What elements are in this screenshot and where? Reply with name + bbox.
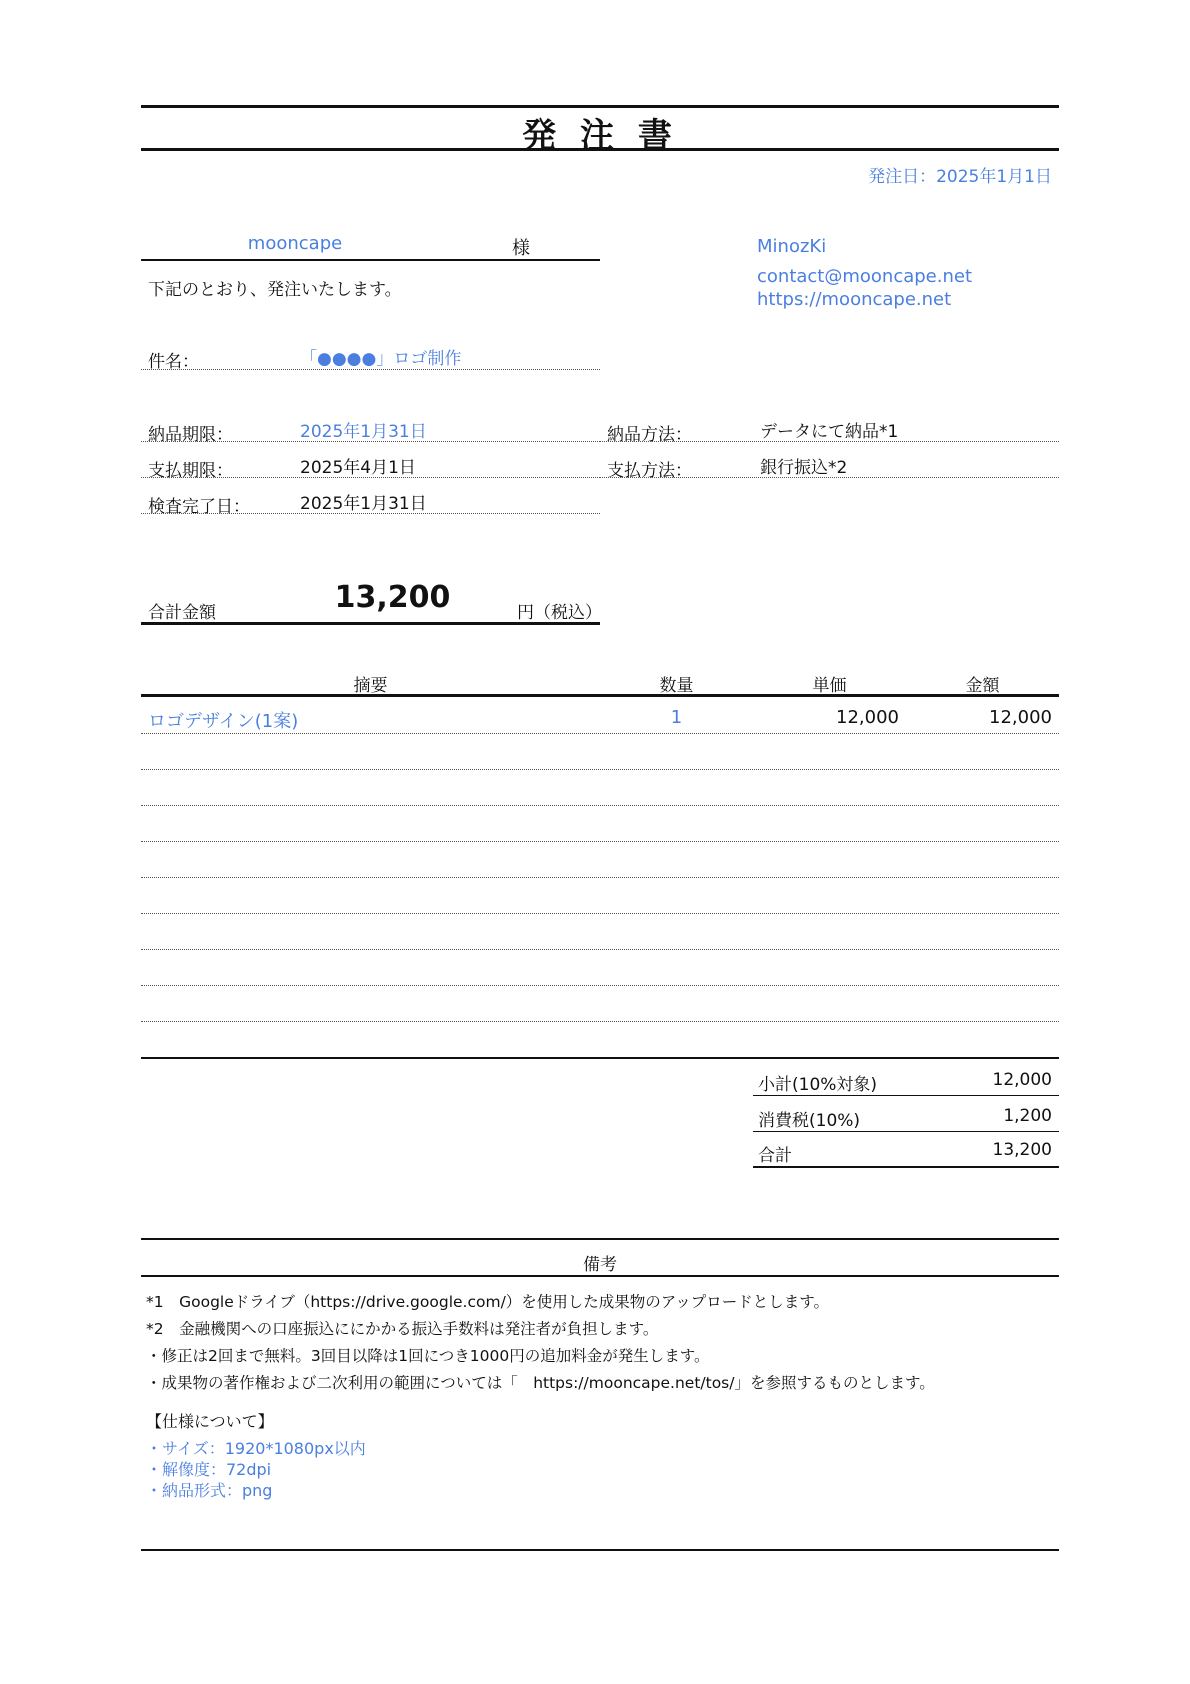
inspection-rule	[141, 513, 600, 514]
recipient-rule	[141, 259, 600, 261]
total-amount-unit: 円（税込）	[517, 603, 602, 623]
recipient-honorific: 様	[512, 238, 530, 259]
delivery-deadline-label: 納品期限：	[148, 425, 233, 445]
summary-total-value: 13,200	[992, 1140, 1052, 1160]
delivery-method-rule	[600, 441, 1059, 442]
total-amount-rule	[141, 622, 600, 625]
tax-value: 1,200	[1003, 1106, 1052, 1126]
payment-method: 銀行振込*2	[760, 458, 848, 478]
delivery-method: データにて納品*1	[760, 422, 899, 442]
table-row-rule	[141, 805, 1059, 806]
remarks-line: ・成果物の著作権および二次利用の範囲については「 https://mooncape.net/tos/」を参照するものとします。	[146, 1374, 935, 1392]
remarks-bottom-rule	[141, 1549, 1059, 1551]
col-header-qty: 数量	[659, 676, 694, 696]
item-unit-price: 12,000	[836, 707, 899, 728]
remarks-top-rule	[141, 1238, 1059, 1240]
subject-label: 件名：	[148, 352, 199, 372]
remarks-line: ・修正は2回まで無料。3回目以降は1回につき1000円の追加料金が発生します。	[146, 1347, 710, 1365]
order-date: 発注日：2025年1月1日	[868, 167, 1052, 187]
item-amount: 12,000	[989, 707, 1052, 728]
subtotal-label: 小計(10%対象)	[758, 1075, 878, 1095]
sender-name: MinozKi	[757, 236, 827, 257]
table-bottom-rule	[141, 1057, 1059, 1059]
sender-email[interactable]: contact@mooncape.net	[757, 266, 973, 287]
subject-rule	[141, 369, 600, 370]
item-qty: 1	[670, 707, 683, 728]
col-header-desc: 摘要	[353, 676, 388, 696]
total-amount: 13,200	[334, 580, 451, 615]
spec-line: ・サイズ：1920*1080px以内	[146, 1439, 366, 1458]
table-header-rule	[141, 694, 1059, 697]
col-header-amount: 金額	[965, 676, 1000, 696]
title-bottom-rule	[141, 148, 1059, 151]
remarks-title-rule	[141, 1275, 1059, 1277]
remarks-title: 備考	[583, 1255, 617, 1275]
summary-total-label: 合計	[758, 1146, 792, 1166]
item-desc: ロゴデザイン(1案)	[148, 711, 299, 732]
delivery-method-label: 納品方法：	[607, 425, 692, 445]
page-title: 発 注 書	[522, 116, 678, 156]
spec-line: ・納品形式：png	[146, 1481, 273, 1500]
tax-rule	[753, 1131, 1059, 1132]
table-row-rule	[141, 949, 1059, 950]
table-row-rule	[141, 769, 1059, 770]
inspection-label: 検査完了日：	[148, 497, 250, 517]
remarks-line: *1 Googleドライブ（https://drive.google.com/）を使用した成果物のアップロードとします。	[146, 1293, 829, 1311]
summary-total-rule	[753, 1166, 1059, 1168]
table-row-rule	[141, 841, 1059, 842]
table-row-rule	[141, 877, 1059, 878]
table-row-rule	[141, 733, 1059, 734]
delivery-deadline-rule	[141, 441, 600, 442]
table-row-rule	[141, 985, 1059, 986]
sender-url[interactable]: https://mooncape.net	[757, 289, 952, 310]
subtotal-value: 12,000	[992, 1070, 1052, 1090]
total-amount-label: 合計金額	[148, 603, 216, 623]
spec-line: ・解像度：72dpi	[146, 1460, 272, 1479]
col-header-unit-price: 単価	[812, 676, 847, 696]
payment-method-rule	[600, 477, 1059, 478]
inspection-date: 2025年1月31日	[300, 494, 427, 514]
table-row-rule	[141, 1021, 1059, 1022]
payment-deadline-label: 支払期限：	[148, 461, 233, 481]
tax-label: 消費税(10%)	[758, 1111, 861, 1131]
spec-title: 【仕様について】	[146, 1412, 274, 1431]
payment-method-label: 支払方法：	[607, 461, 692, 481]
intro-text: 下記のとおり、発注いたします。	[148, 280, 402, 300]
delivery-deadline: 2025年1月31日	[300, 422, 427, 442]
subject-value: 「●●●●」ロゴ制作	[300, 349, 462, 369]
payment-deadline-rule	[141, 477, 600, 478]
table-row-rule	[141, 913, 1059, 914]
subtotal-rule	[753, 1095, 1059, 1096]
payment-deadline: 2025年4月1日	[300, 458, 416, 478]
recipient-name: mooncape	[247, 233, 343, 254]
remarks-line: *2 金融機関への口座振込ににかかる振込手数料は発注者が負担します。	[146, 1320, 659, 1338]
